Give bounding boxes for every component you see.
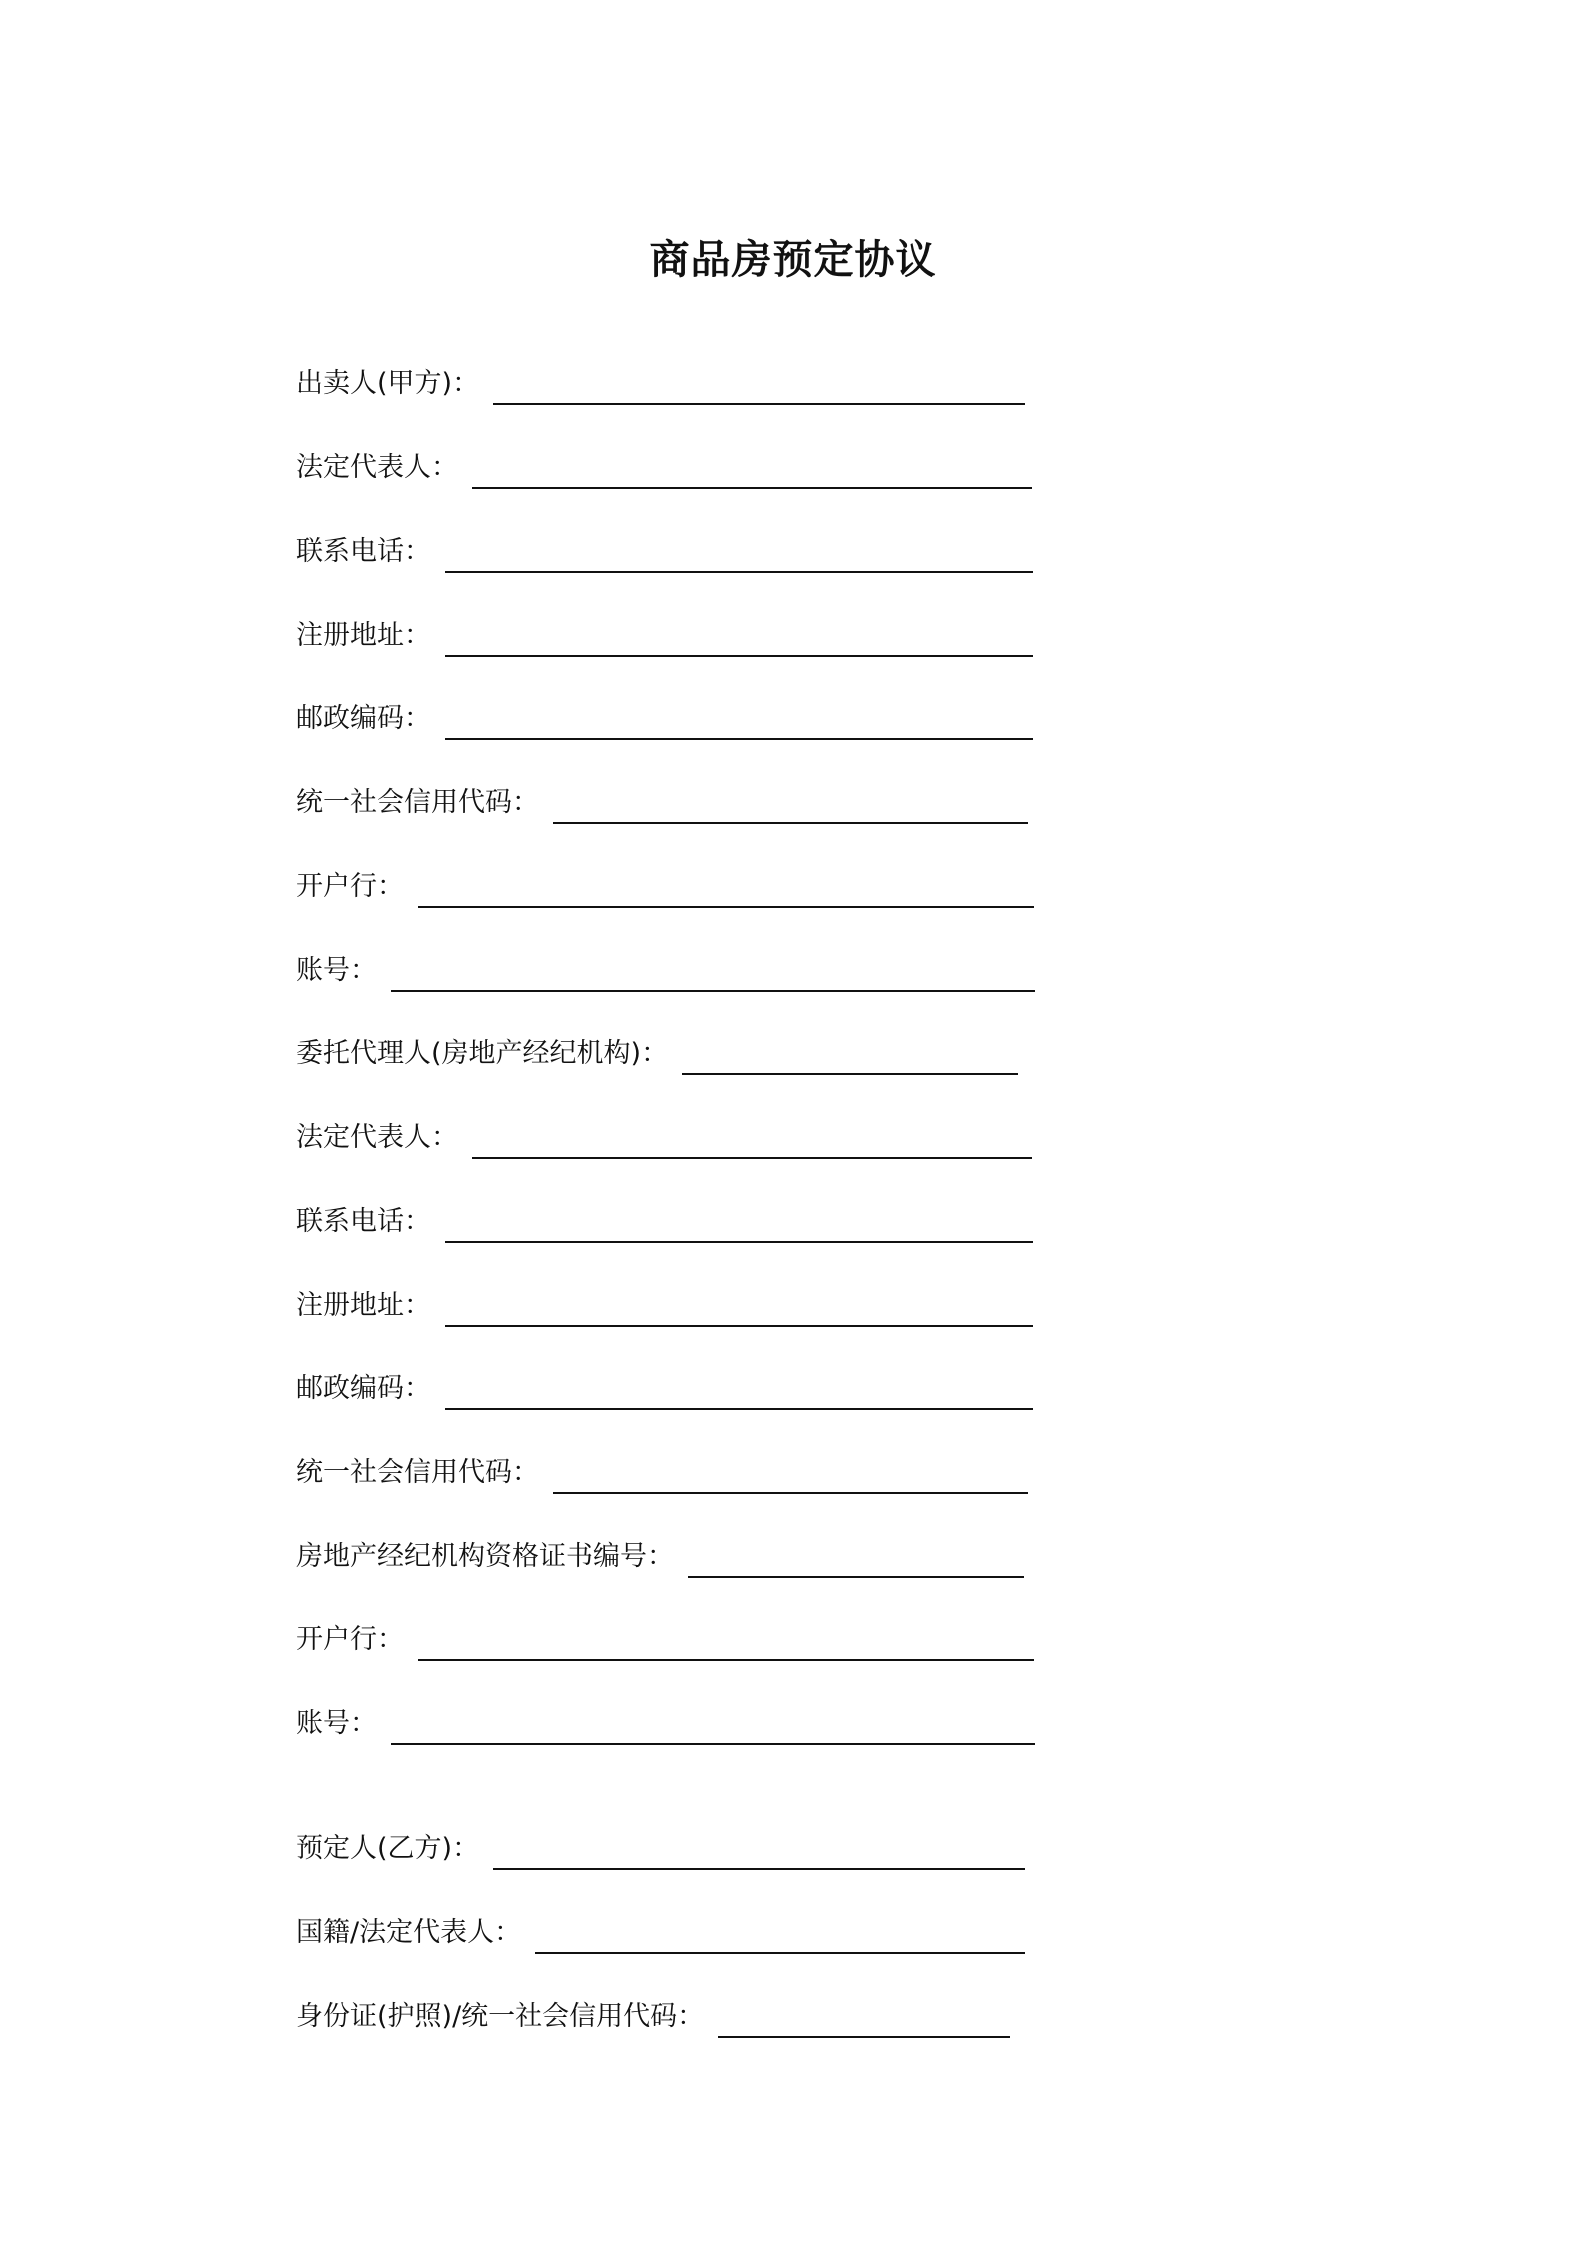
seller-field <box>296 365 1025 405</box>
fill-in-line[interactable] <box>445 535 1033 573</box>
agent-credit-code-field <box>296 1454 1028 1494</box>
field-label: 预定人(乙方)： <box>296 1833 480 1864</box>
field-label: 房地产经纪机构资格证书编号： <box>296 1541 674 1572</box>
document-title: 商品房预定协议 <box>649 237 937 283</box>
fill-in-line[interactable] <box>535 1916 1025 1954</box>
field-label: 注册地址： <box>296 1290 431 1321</box>
field-label: 联系电话： <box>296 1206 431 1237</box>
agent-certificate-number-field <box>296 1538 1024 1578</box>
fill-in-line[interactable] <box>493 367 1025 405</box>
fill-in-line[interactable] <box>445 619 1033 657</box>
field-label: 国籍/法定代表人： <box>296 1917 522 1948</box>
agent-phone-field <box>296 1203 1033 1243</box>
fill-in-line[interactable] <box>391 1707 1035 1745</box>
seller-legal-representative-field <box>296 449 1032 489</box>
field-label: 开户行： <box>296 871 404 902</box>
fill-in-line[interactable] <box>472 1121 1032 1159</box>
fill-in-line[interactable] <box>553 786 1028 824</box>
fill-in-line[interactable] <box>445 1205 1033 1243</box>
field-label: 账号： <box>296 1708 377 1739</box>
agent-postcode-field <box>296 1370 1033 1410</box>
field-label: 联系电话： <box>296 536 431 567</box>
buyer-field <box>296 1830 1025 1870</box>
fill-in-line[interactable] <box>553 1456 1028 1494</box>
buyer-nationality-field <box>296 1914 1025 1954</box>
field-label: 身份证(护照)/统一社会信用代码： <box>296 2001 705 2032</box>
field-label: 法定代表人： <box>296 1122 458 1153</box>
seller-bank-field <box>296 868 1034 908</box>
agent-legal-representative-field <box>296 1119 1032 1159</box>
agent-bank-field <box>296 1621 1034 1661</box>
field-label: 注册地址： <box>296 620 431 651</box>
agent-account-field <box>296 1705 1035 1745</box>
seller-address-field <box>296 617 1033 657</box>
fill-in-line[interactable] <box>391 954 1035 992</box>
fill-in-line[interactable] <box>445 702 1033 740</box>
fill-in-line[interactable] <box>493 1832 1025 1870</box>
seller-postcode-field <box>296 700 1033 740</box>
fill-in-line[interactable] <box>445 1372 1033 1410</box>
fill-in-line[interactable] <box>472 451 1032 489</box>
agent-field <box>296 1035 1018 1075</box>
field-label: 开户行： <box>296 1624 404 1655</box>
buyer-id-field <box>296 1998 1010 2038</box>
fill-in-line[interactable] <box>682 1037 1018 1075</box>
fill-in-line[interactable] <box>718 2000 1010 2038</box>
field-label: 邮政编码： <box>296 703 431 734</box>
seller-account-field <box>296 952 1035 992</box>
field-label: 账号： <box>296 955 377 986</box>
field-label: 法定代表人： <box>296 452 458 483</box>
field-label: 委托代理人(房地产经纪机构)： <box>296 1038 669 1069</box>
field-label: 统一社会信用代码： <box>296 787 539 818</box>
seller-phone-field <box>296 533 1033 573</box>
fill-in-line[interactable] <box>418 1623 1034 1661</box>
fill-in-line[interactable] <box>445 1289 1033 1327</box>
field-label: 邮政编码： <box>296 1373 431 1404</box>
seller-credit-code-field <box>296 784 1028 824</box>
fill-in-line[interactable] <box>688 1540 1024 1578</box>
fill-in-line[interactable] <box>418 870 1034 908</box>
field-label: 出卖人(甲方)： <box>296 368 480 399</box>
field-label: 统一社会信用代码： <box>296 1457 539 1488</box>
agent-address-field <box>296 1287 1033 1327</box>
